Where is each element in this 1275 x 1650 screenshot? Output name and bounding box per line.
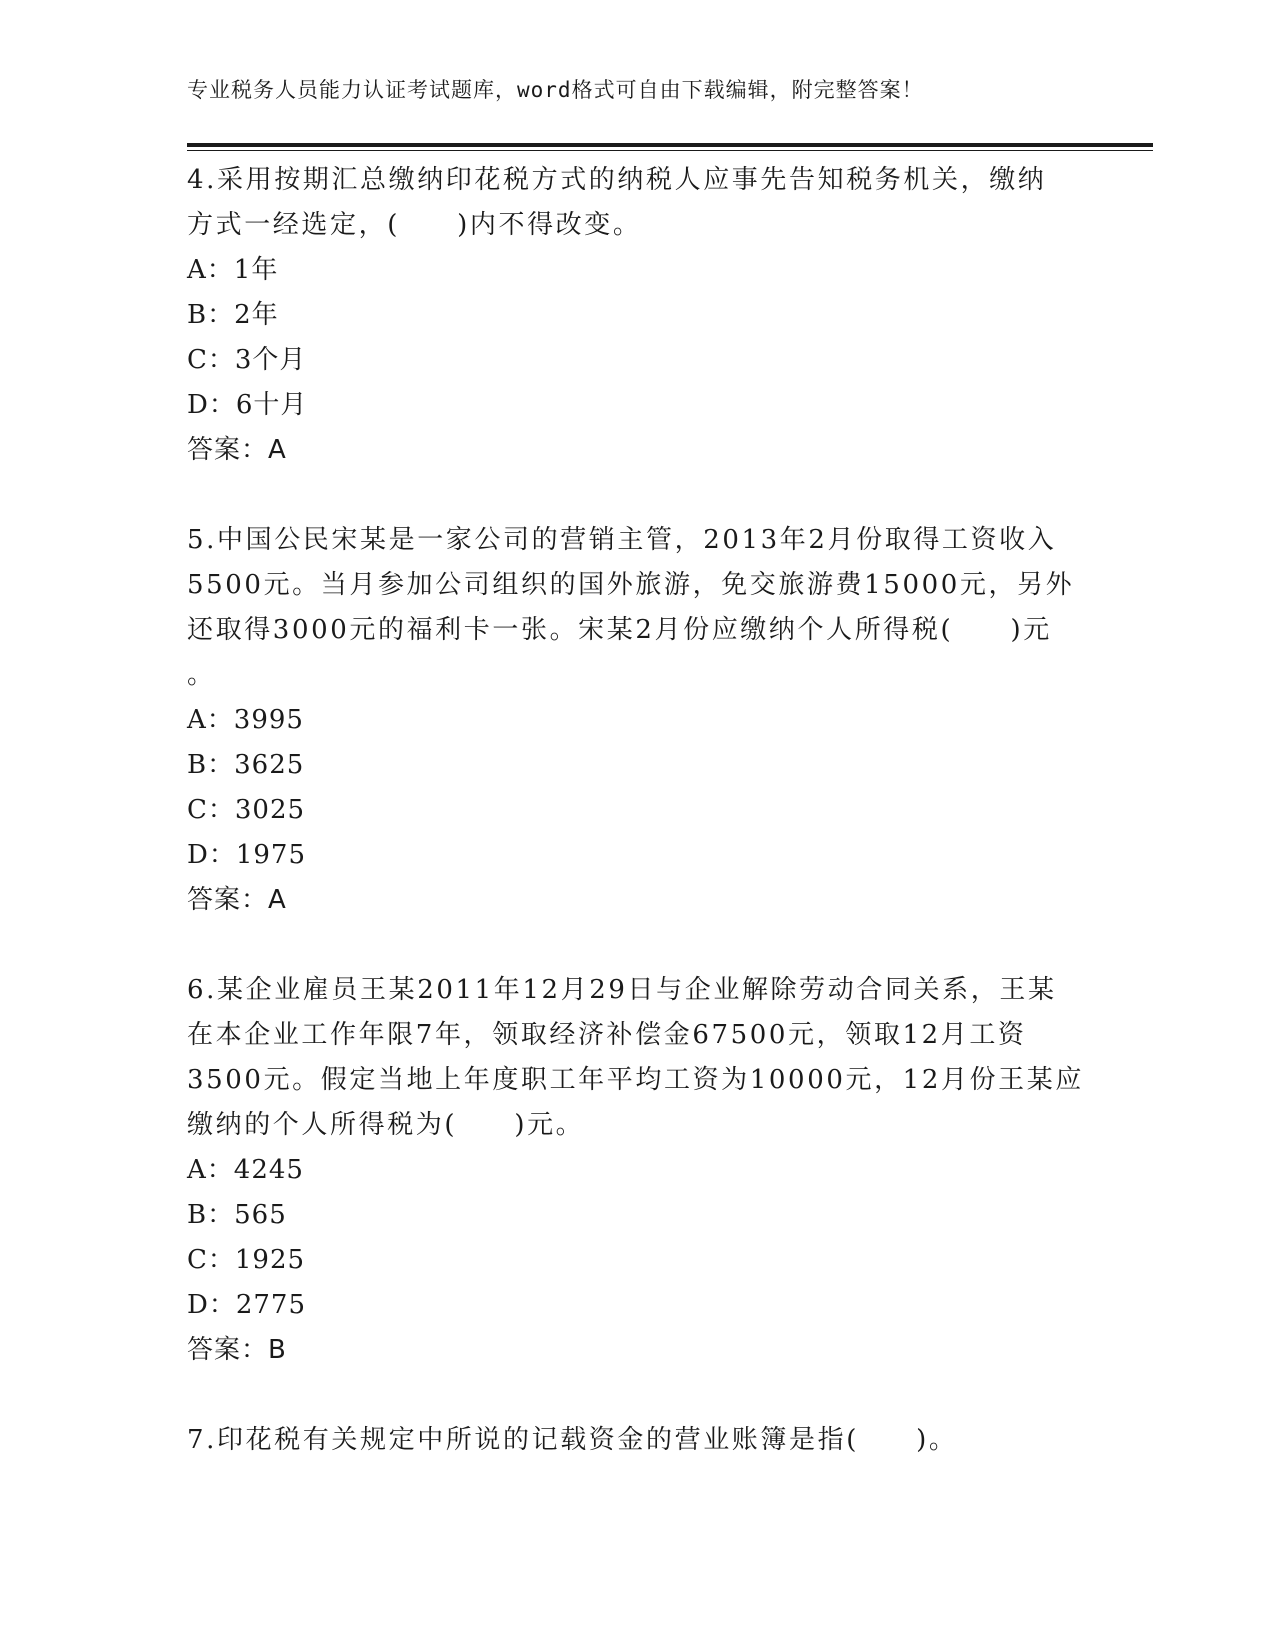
option-c: C：1925 [187, 1245, 306, 1275]
question-text-line: 5500元。当月参加公司组织的国外旅游，免交旅游费15000元，另外 [187, 570, 1075, 600]
option-b: B：3625 [187, 750, 305, 780]
question-text-line: 4.采用按期汇总缴纳印花税方式的纳税人应事先告知税务机关，缴纳 [187, 165, 1047, 195]
question-text-line: 3500元。假定当地上年度职工年平均工资为10000元，12月份王某应 [187, 1065, 1084, 1095]
question-5 [187, 518, 1077, 923]
question-list [187, 158, 1084, 1463]
option-b: B：565 [187, 1200, 287, 1230]
option-d: D：1975 [187, 840, 307, 870]
question-text-line: 还取得3000元的福利卡一张。宋某2月份应缴纳个人所得税( )元 [187, 615, 1052, 645]
question-spacer [187, 473, 1077, 518]
question-6 [187, 968, 1084, 1373]
answer: 答案：A [187, 885, 287, 915]
page-header: 专业税务人员能力认证考试题库，word格式可自由下载编辑，附完整答案！ [187, 78, 924, 102]
header-rule-thick [187, 143, 1153, 147]
header-rule-thin [187, 150, 1153, 151]
question-spacer [187, 1373, 1077, 1418]
option-c: C：3025 [187, 795, 306, 825]
option-c: C：3个月 [187, 345, 307, 375]
question-text-line: 缴纳的个人所得税为( )元。 [187, 1110, 585, 1140]
option-d: D：2775 [187, 1290, 307, 1320]
option-b: B：2年 [187, 300, 279, 330]
answer: 答案：A [187, 435, 287, 465]
question-text-line: 。 [187, 660, 216, 690]
question-7 [187, 1418, 1077, 1463]
question-text-line: 7.印花税有关规定中所说的记载资金的营业账簿是指( )。 [187, 1425, 958, 1455]
question-text-line: 在本企业工作年限7年，领取经济补偿金67500元，领取12月工资 [187, 1020, 1027, 1050]
question-spacer [187, 923, 1077, 968]
option-d: D：6十月 [187, 390, 308, 420]
option-a: A：3995 [187, 705, 304, 735]
question-text-line: 6.某企业雇员王某2011年12月29日与企业解除劳动合同关系，王某 [187, 975, 1057, 1005]
question-text-line: 方式一经选定，( )内不得改变。 [187, 210, 642, 240]
answer: 答案：B [187, 1335, 287, 1365]
question-4 [187, 158, 1077, 473]
option-a: A：4245 [187, 1155, 304, 1185]
option-a: A：1年 [187, 255, 279, 285]
question-text-line: 5.中国公民宋某是一家公司的营销主管，2013年2月份取得工资收入 [187, 525, 1057, 555]
